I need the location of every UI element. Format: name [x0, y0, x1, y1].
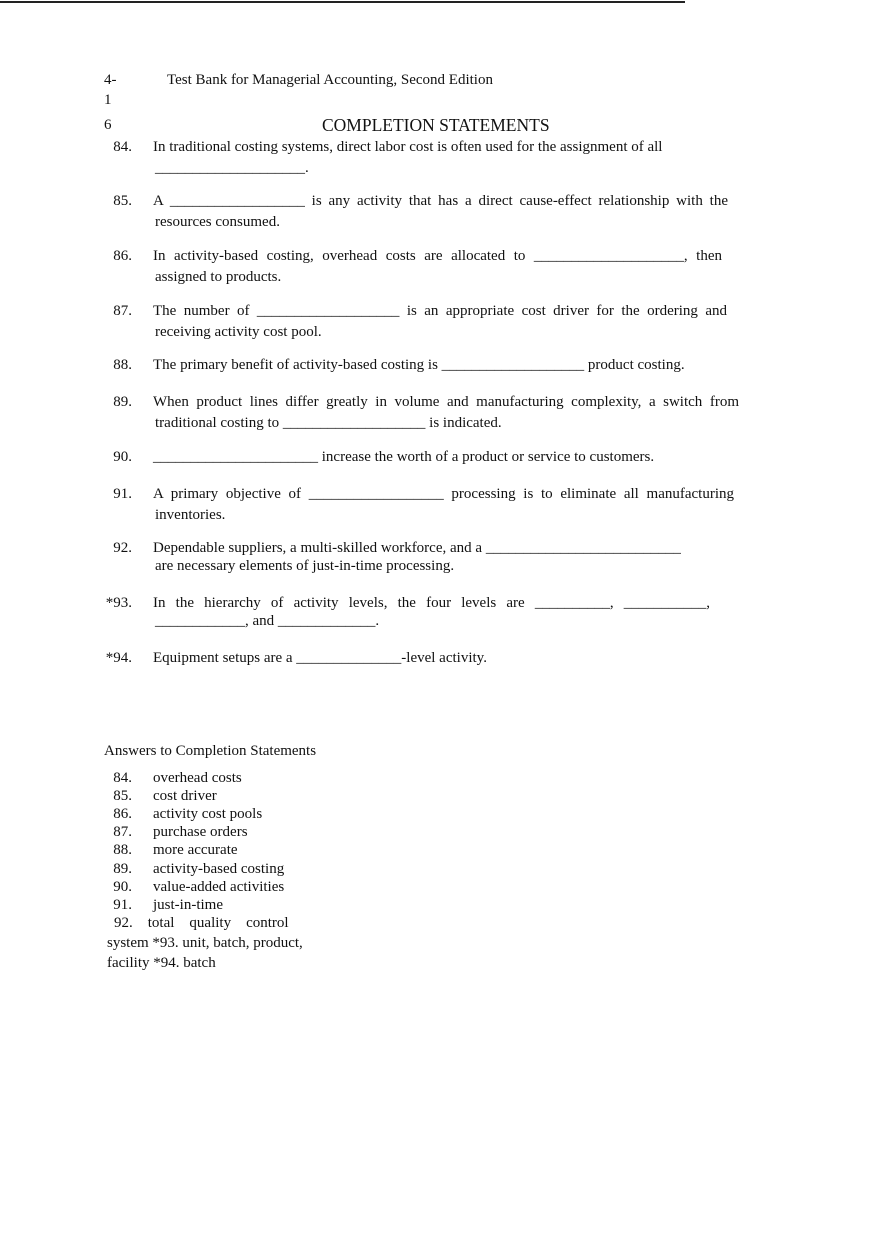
answer-number: 84.	[113, 770, 132, 786]
question-text-line: assigned to products.	[155, 269, 282, 285]
question-text-line: traditional costing to ___________________ is indicated.	[155, 415, 502, 431]
answer-number: 91.	[113, 897, 132, 913]
page-number-part-2: 1	[104, 92, 112, 108]
top-rule	[0, 1, 685, 3]
question-text-line: In activity-based costing, overhead costs are allocated to ____________________, then	[153, 248, 722, 264]
question-number: *93.	[105, 595, 132, 611]
question-text-line: ____________, and _____________.	[155, 613, 380, 629]
question-number: 86.	[113, 248, 132, 264]
answer-number: 88.	[113, 842, 132, 858]
answer-text: more accurate	[153, 842, 238, 858]
question-text-line: When product lines differ greatly in volume and manufacturing complexity, a switch from	[153, 394, 739, 410]
question-text-line: In the hierarchy of activity levels, the four levels are __________, ___________,	[153, 595, 710, 611]
section-title: COMPLETION STATEMENTS	[322, 115, 550, 135]
question-number: *94.	[105, 650, 132, 666]
page-number-part-3: 6	[104, 117, 112, 133]
answer-number: 90.	[113, 879, 132, 895]
answer-text: value-added activities	[153, 879, 285, 895]
answer-number: 86.	[113, 806, 132, 822]
question-text-line: Equipment setups are a ______________-level activity.	[153, 650, 487, 666]
question-text-line: ______________________ increase the worth of a product or service to customers.	[153, 449, 655, 465]
question-number: 88.	[113, 357, 132, 373]
question-text-line: Dependable suppliers, a multi-skilled workforce, and a __________________________	[153, 540, 681, 556]
question-text-line: A __________________ is any activity that has a direct cause-effect relationship with the	[153, 193, 728, 209]
answer-text: overhead costs	[153, 770, 242, 786]
question-number: 90.	[113, 449, 132, 465]
answer-text: cost driver	[153, 788, 217, 804]
question-text-line: resources consumed.	[155, 214, 280, 230]
answer-text: purchase orders	[153, 824, 248, 840]
answer-text: activity cost pools	[153, 806, 263, 822]
page-number-part-1: 4-	[104, 72, 117, 88]
question-text-line: In traditional costing systems, direct labor cost is often used for the assignment of all	[153, 139, 663, 155]
answers-heading: Answers to Completion Statements	[104, 743, 317, 759]
answer-text: activity-based costing	[153, 861, 285, 877]
question-text-line: The number of ___________________ is an appropriate cost driver for the ordering and	[153, 303, 727, 319]
question-number: 91.	[113, 486, 132, 502]
question-text-line: are necessary elements of just-in-time processing.	[155, 558, 455, 574]
answer-tail-line: 92. total quality control	[114, 915, 289, 931]
question-number: 87.	[113, 303, 132, 319]
answer-tail-line: facility *94. batch	[107, 955, 216, 971]
question-text-line: A primary objective of __________________ processing is to eliminate all manufacturing	[153, 486, 734, 502]
answer-number: 87.	[113, 824, 132, 840]
book-title: Test Bank for Managerial Accounting, Second Edition	[167, 72, 493, 88]
question-text-line: The primary benefit of activity-based costing is ___________________ product costing.	[153, 357, 685, 373]
answer-number: 89.	[113, 861, 132, 877]
question-number: 92.	[113, 540, 132, 556]
answer-number: 85.	[113, 788, 132, 804]
answer-tail-line: system *93. unit, batch, product,	[107, 935, 303, 951]
question-text-line: inventories.	[155, 507, 226, 523]
question-text-line: ____________________.	[155, 160, 309, 176]
question-number: 89.	[113, 394, 132, 410]
question-number: 85.	[113, 193, 132, 209]
question-number: 84.	[113, 139, 132, 155]
answer-text: just-in-time	[153, 897, 223, 913]
question-text-line: receiving activity cost pool.	[155, 324, 322, 340]
